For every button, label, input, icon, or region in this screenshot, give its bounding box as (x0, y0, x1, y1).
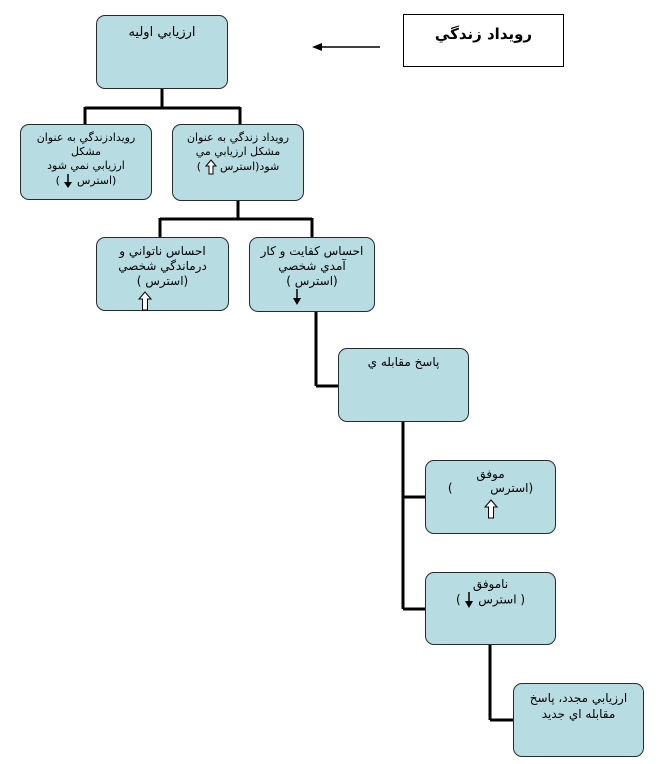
node-unsuccessful: ناموفق ( استرس ) (425, 572, 556, 645)
node-label: ارزيابي اوليه (128, 25, 196, 40)
node-appraised-as-problem: رويداد زندگي به عنوان مشكل ارزيابي مي شود(استرس ) (172, 124, 304, 201)
left-arrow-icon (312, 43, 380, 51)
node-coping-response: پاسخ مقابله ي (338, 348, 469, 422)
diagram-title (403, 14, 564, 67)
solid-down-arrow-icon (464, 591, 474, 609)
node-not-appraised-as-problem: رويدادزندگي به عنوان مشكل ارزيابي نمي شود (استرس ) (20, 124, 152, 200)
hollow-up-arrow-icon (205, 159, 217, 175)
node-personal-competence: احساس كفايت و كار آمدي شخصي (استرس ) (249, 237, 375, 312)
node-successful: موفق (استرس ) (425, 460, 556, 534)
hollow-up-arrow-icon (484, 499, 498, 519)
node-personal-helplessness: احساس ناتواني و درماندگي شخصي (استرس ) (96, 237, 229, 311)
title-text: رويداد زندگي (434, 25, 533, 43)
solid-down-arrow-icon (63, 173, 73, 189)
solid-down-arrow-icon (292, 288, 302, 306)
node-initial-appraisal (96, 15, 228, 89)
node-reappraisal: ارزيابي مجدد، پاسخ مقابله اي جديد (513, 683, 644, 757)
hollow-up-arrow-icon (138, 291, 152, 311)
